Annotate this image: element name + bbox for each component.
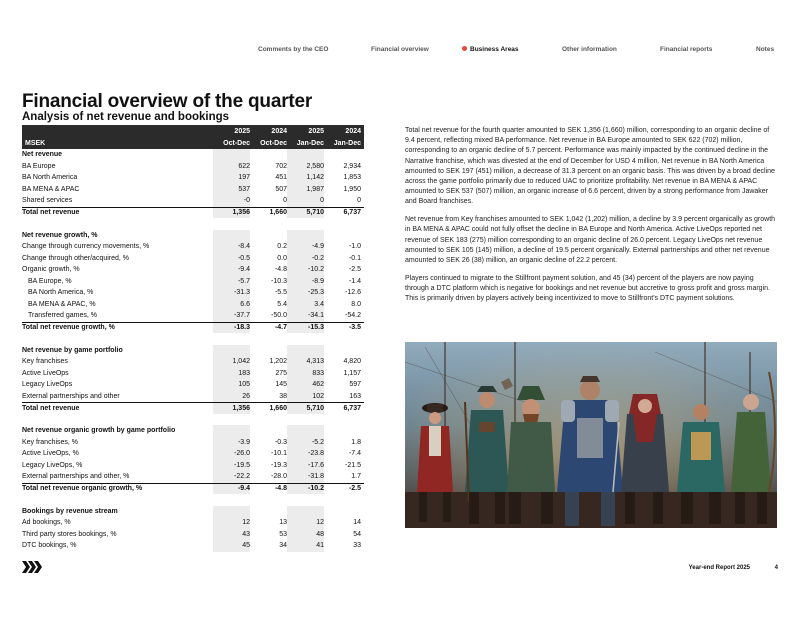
row-label: Third party stores bookings, % <box>22 530 117 538</box>
value-cell: 14 <box>353 519 361 527</box>
table-row <box>22 379 364 391</box>
row-label: Transferred games, % <box>28 312 97 320</box>
nav-item-label: Business Areas <box>470 46 519 53</box>
value-cell: 145 <box>275 381 287 389</box>
table-row <box>22 356 364 368</box>
row-label: Legacy LiveOps, % <box>22 461 83 469</box>
row-label: BA MENA & APAC, % <box>28 300 96 308</box>
page-number: 4 <box>774 565 778 571</box>
header-row-year <box>22 125 364 137</box>
active-dot-icon <box>462 46 467 51</box>
value-cell: -10.1 <box>271 450 287 458</box>
value-cell <box>250 149 287 161</box>
value-cell: -4.8 <box>274 266 287 274</box>
value-cell: -8.9 <box>287 276 324 288</box>
value-cell <box>324 414 364 426</box>
table-row <box>22 540 364 552</box>
row-label: Total net revenue organic growth, % <box>22 485 143 493</box>
value-cell: 1,157 <box>343 369 361 377</box>
nav-item-other-information[interactable]: Other information <box>562 46 617 53</box>
value-cell: 38 <box>279 392 287 400</box>
row-label: Shared services <box>22 197 73 205</box>
value-cell: 275 <box>275 369 287 377</box>
value-cell: -9.4 <box>213 484 250 495</box>
value-cell: 702 <box>275 162 287 170</box>
value-cell <box>213 345 250 357</box>
value-cell: -0.5 <box>213 253 250 265</box>
value-cell: -12.6 <box>345 289 361 297</box>
value-cell: 5.4 <box>277 300 287 308</box>
value-cell: 12 <box>287 517 324 529</box>
value-cell: -31.3 <box>213 287 250 299</box>
value-cell: 43 <box>213 529 250 541</box>
table-section-header <box>22 230 364 242</box>
table-row <box>22 529 364 541</box>
row-label: BA North America, % <box>28 289 94 297</box>
value-cell: -1.4 <box>348 277 361 285</box>
value-cell: -15.3 <box>287 323 324 334</box>
row-label: Total net revenue growth, % <box>22 324 115 332</box>
value-cell <box>324 345 364 357</box>
value-cell: -17.6 <box>287 460 324 472</box>
page-title: Financial overview of the quarter <box>22 91 313 112</box>
table-section-header <box>22 149 364 161</box>
value-cell <box>250 333 287 345</box>
value-cell: 0 <box>357 197 361 205</box>
value-cell <box>287 218 324 230</box>
table-row <box>22 287 364 299</box>
row-label: External partnerships and other <box>22 392 120 400</box>
row-label: Active LiveOps, % <box>22 450 79 458</box>
row-label: Organic growth, % <box>22 266 80 274</box>
value-cell: -25.3 <box>287 287 324 299</box>
value-cell: 33 <box>353 542 361 550</box>
value-cell: 4,313 <box>287 356 324 368</box>
table-row <box>22 517 364 529</box>
value-cell: -0.3 <box>274 438 287 446</box>
row-label: DTC bookings, % <box>22 542 77 550</box>
value-cell: -3.9 <box>213 437 250 449</box>
value-cell: 1,660 <box>269 404 287 412</box>
table-body <box>22 149 364 552</box>
value-cell: 12 <box>213 517 250 529</box>
value-cell: 48 <box>287 529 324 541</box>
value-cell: -4.9 <box>287 241 324 253</box>
row-label: BA Europe, % <box>28 277 72 285</box>
value-cell <box>287 333 324 345</box>
value-cell <box>250 345 287 357</box>
value-cell: -1.0 <box>348 243 361 251</box>
value-cell: -8.4 <box>213 241 250 253</box>
table-row <box>22 414 364 426</box>
header-cell: 2025 <box>308 127 324 135</box>
value-cell: 1.8 <box>351 438 361 446</box>
value-cell: 462 <box>287 379 324 391</box>
nav-item-financial-reports[interactable]: Financial reports <box>660 46 713 53</box>
value-cell: -31.8 <box>287 471 324 483</box>
value-cell: 13 <box>279 519 287 527</box>
financial-table <box>22 125 364 552</box>
value-cell <box>213 506 250 518</box>
header-cell: 2025 <box>234 127 250 135</box>
value-cell: 26 <box>213 391 250 403</box>
row-label: Legacy LiveOps <box>22 381 73 389</box>
value-cell: 1,950 <box>343 185 361 193</box>
value-cell: -0.2 <box>287 253 324 265</box>
row-label: Change through other/acquired, % <box>22 254 130 262</box>
value-cell: 5,710 <box>287 403 324 414</box>
game-characters-illustration <box>405 342 777 528</box>
value-cell <box>213 494 250 506</box>
value-cell: 1,042 <box>213 356 250 368</box>
value-cell: 0 <box>283 197 287 205</box>
value-cell: 597 <box>349 381 361 389</box>
row-label: External partnerships and other, % <box>22 473 130 481</box>
value-cell <box>324 218 364 230</box>
table-row <box>22 448 364 460</box>
value-cell: -5.2 <box>287 437 324 449</box>
header-cell: Jan-Dec <box>333 139 361 147</box>
value-cell: -7.4 <box>348 450 361 458</box>
value-cell: -22.2 <box>213 471 250 483</box>
page-subtitle: Analysis of net revenue and bookings <box>22 111 230 123</box>
value-cell: 0.0 <box>277 254 287 262</box>
value-cell <box>213 149 250 161</box>
value-cell: 163 <box>349 392 361 400</box>
header-cell: Oct-Dec <box>260 139 287 147</box>
header-cell: 2024 <box>345 127 361 135</box>
value-cell: -2.5 <box>348 266 361 274</box>
row-label: Key franchises <box>22 358 68 366</box>
row-label: Ad bookings, % <box>22 519 71 527</box>
table-row <box>22 460 364 472</box>
value-cell: 833 <box>287 368 324 380</box>
value-cell <box>250 414 287 426</box>
header-cell: 2024 <box>271 127 287 135</box>
value-cell <box>324 149 364 161</box>
row-label: Net revenue <box>22 151 63 159</box>
value-cell: 1,356 <box>213 208 250 219</box>
table-total-row <box>22 322 364 334</box>
row-label: Change through currency movements, % <box>22 243 150 251</box>
header-cell: Jan-Dec <box>296 139 324 147</box>
table-row <box>22 276 364 288</box>
value-cell: 0 <box>287 195 324 207</box>
value-cell: -2.5 <box>348 485 361 493</box>
value-cell: -26.0 <box>213 448 250 460</box>
value-cell: 1,356 <box>213 403 250 414</box>
value-cell <box>213 414 250 426</box>
value-cell: 1,142 <box>287 172 324 184</box>
row-label: Net revenue organic growth by game portfolio <box>22 427 176 435</box>
value-cell: 2,580 <box>287 161 324 173</box>
table-total-row <box>22 207 364 219</box>
value-cell: -9.4 <box>213 264 250 276</box>
table-row <box>22 368 364 380</box>
value-cell <box>250 230 287 242</box>
value-cell <box>287 506 324 518</box>
value-cell: -3.5 <box>348 324 361 332</box>
value-cell: -54.2 <box>345 312 361 320</box>
value-cell <box>324 506 364 518</box>
value-cell <box>287 494 324 506</box>
header-cell: Oct-Dec <box>223 139 250 147</box>
value-cell: -34.1 <box>287 310 324 322</box>
commentary-text <box>405 126 777 312</box>
value-cell: -5.5 <box>274 289 287 297</box>
value-cell: -10.3 <box>271 277 287 285</box>
table-row <box>22 184 364 196</box>
row-label: Active LiveOps <box>22 369 69 377</box>
value-cell: 1,987 <box>287 184 324 196</box>
table-row <box>22 195 364 207</box>
value-cell <box>213 425 250 437</box>
value-cell: -4.8 <box>274 485 287 493</box>
value-cell: -19.5 <box>213 460 250 472</box>
table-row <box>22 299 364 311</box>
value-cell <box>324 333 364 345</box>
value-cell: -21.5 <box>345 461 361 469</box>
row-label: Total net revenue <box>22 404 80 412</box>
stillfront-logo-icon <box>22 560 42 578</box>
value-cell: 8.0 <box>351 300 361 308</box>
value-cell: 54 <box>353 530 361 538</box>
value-cell <box>324 494 364 506</box>
nav-item-financial-overview[interactable]: Financial overview <box>371 46 429 53</box>
value-cell: 0.2 <box>277 243 287 251</box>
top-navigation <box>0 46 800 58</box>
value-cell: -19.3 <box>271 461 287 469</box>
row-label: Bookings by revenue stream <box>22 507 118 515</box>
value-cell <box>287 149 324 161</box>
table-row <box>22 310 364 322</box>
value-cell: 451 <box>275 174 287 182</box>
row-label: Net revenue by game portfolio <box>22 346 123 354</box>
value-cell: 34 <box>279 542 287 550</box>
value-cell: -37.7 <box>213 310 250 322</box>
table-row <box>22 391 364 403</box>
value-cell: -28.0 <box>271 473 287 481</box>
value-cell <box>324 425 364 437</box>
table-total-row <box>22 402 364 414</box>
table-section-header <box>22 425 364 437</box>
table-row <box>22 253 364 265</box>
value-cell: 5,710 <box>287 208 324 219</box>
value-cell: -0.1 <box>348 254 361 262</box>
value-cell: 6,737 <box>343 404 361 412</box>
table-row <box>22 333 364 345</box>
table-section-header <box>22 506 364 518</box>
value-cell: 1,202 <box>269 358 287 366</box>
value-cell: -10.2 <box>287 484 324 495</box>
table-row <box>22 218 364 230</box>
report-name: Year-end Report 2025 <box>688 565 750 571</box>
value-cell <box>287 425 324 437</box>
table-row <box>22 471 364 483</box>
value-cell: 1.7 <box>351 473 361 481</box>
value-cell: 41 <box>287 540 324 552</box>
value-cell <box>213 218 250 230</box>
value-cell: 3.4 <box>287 299 324 311</box>
value-cell: 45 <box>213 540 250 552</box>
value-cell: 537 <box>213 184 250 196</box>
value-cell: -4.7 <box>274 324 287 332</box>
row-label: BA Europe <box>22 162 56 170</box>
value-cell <box>287 345 324 357</box>
value-cell: -10.2 <box>287 264 324 276</box>
row-label: BA MENA & APAC <box>22 185 80 193</box>
header-row-period <box>22 137 364 149</box>
value-cell <box>250 506 287 518</box>
value-cell <box>324 230 364 242</box>
value-cell <box>250 494 287 506</box>
value-cell: -50.0 <box>271 312 287 320</box>
table-total-row <box>22 483 364 495</box>
value-cell: 105 <box>213 379 250 391</box>
value-cell: 2,934 <box>343 162 361 170</box>
table-row <box>22 172 364 184</box>
table-section-header <box>22 345 364 357</box>
nav-item-comments-ceo[interactable]: Comments by the CEO <box>258 46 329 53</box>
value-cell: 1,853 <box>343 174 361 182</box>
value-cell: -0 <box>213 195 250 207</box>
paragraph: Total net revenue for the fourth quarter amounted to SEK 1,356 (1,660) million, corresponding to an organic decline of 9.4 percent, reflecting mixed BA performance. Net revenue in BA Europe amounted to SEK 622 (702) million, corresponding to an organic decline of 5.7 percent. Performance was mainly impacted by the continued decline in the Narrative franchise, which was divested at the end of December for USD 4 million. Net revenue in BA North America amounted to SEK 197 (451) million, a decrease of 31.3 percent on an organic basis. This was driven by a broad decline across the game portfolio primarily due to reduced UAC to prioritize profitability. Net revenue in BA MENA & APAC amounted to SEK 537 (507) million, an organic increase of 6.6 percent, driven by a strong performance from Jawaker and Board franchises. <box>405 127 775 206</box>
table-header <box>22 125 364 149</box>
value-cell: -18.3 <box>213 323 250 334</box>
value-cell: 1,660 <box>269 209 287 217</box>
value-cell: -23.8 <box>287 448 324 460</box>
row-label: Total net revenue <box>22 209 80 217</box>
value-cell: 622 <box>213 161 250 173</box>
nav-item-business-areas[interactable] <box>462 46 519 53</box>
nav-item-notes[interactable]: Notes <box>756 46 775 53</box>
table-row <box>22 264 364 276</box>
table-row <box>22 494 364 506</box>
value-cell <box>213 333 250 345</box>
value-cell <box>250 218 287 230</box>
value-cell: 507 <box>275 185 287 193</box>
row-label: Net revenue growth, % <box>22 231 98 239</box>
paragraph: Players continued to migrate to the Stillfront payment solution, and 45 (34) percent of the players are now paying through a DTC platform which is negative for bookings and net revenue but accretive to gross profit and gross margin. This is primarily driven by players actively being incentivized to move to Stillfront's DTC payment solutions. <box>405 274 770 303</box>
row-label: BA North America <box>22 174 78 182</box>
table-row <box>22 241 364 253</box>
value-cell: 102 <box>287 391 324 403</box>
table-row <box>22 437 364 449</box>
value-cell: 183 <box>213 368 250 380</box>
value-cell: 6.6 <box>213 299 250 311</box>
row-label: Key franchises, % <box>22 438 79 446</box>
value-cell <box>213 230 250 242</box>
value-cell: 53 <box>279 530 287 538</box>
value-cell: 4,820 <box>343 358 361 366</box>
value-cell <box>250 425 287 437</box>
value-cell: 6,737 <box>343 209 361 217</box>
value-cell: 197 <box>213 172 250 184</box>
header-cell: MSEK <box>25 139 46 147</box>
paragraph: Net revenue from Key franchises amounted to SEK 1,042 (1,202) million, a decline by 3.9 percent organically as growth in BA MENA & APAC could not fully offset the decline in BA Europe and North America. Active LiveOps reported net revenue of SEK 183 (275) million corresponding to an organic decline of 26.0 percent. Legacy LiveOps net revenue amounted to SEK 105 (145) million, a decline of 19.5 percent organically. External partnerships and other net revenue amounted to SEK 26 (38) million, an organic decline of 22.2 percent. <box>405 216 776 264</box>
value-cell <box>287 230 324 242</box>
table-row <box>22 161 364 173</box>
value-cell: -5.7 <box>213 276 250 288</box>
value-cell <box>287 414 324 426</box>
